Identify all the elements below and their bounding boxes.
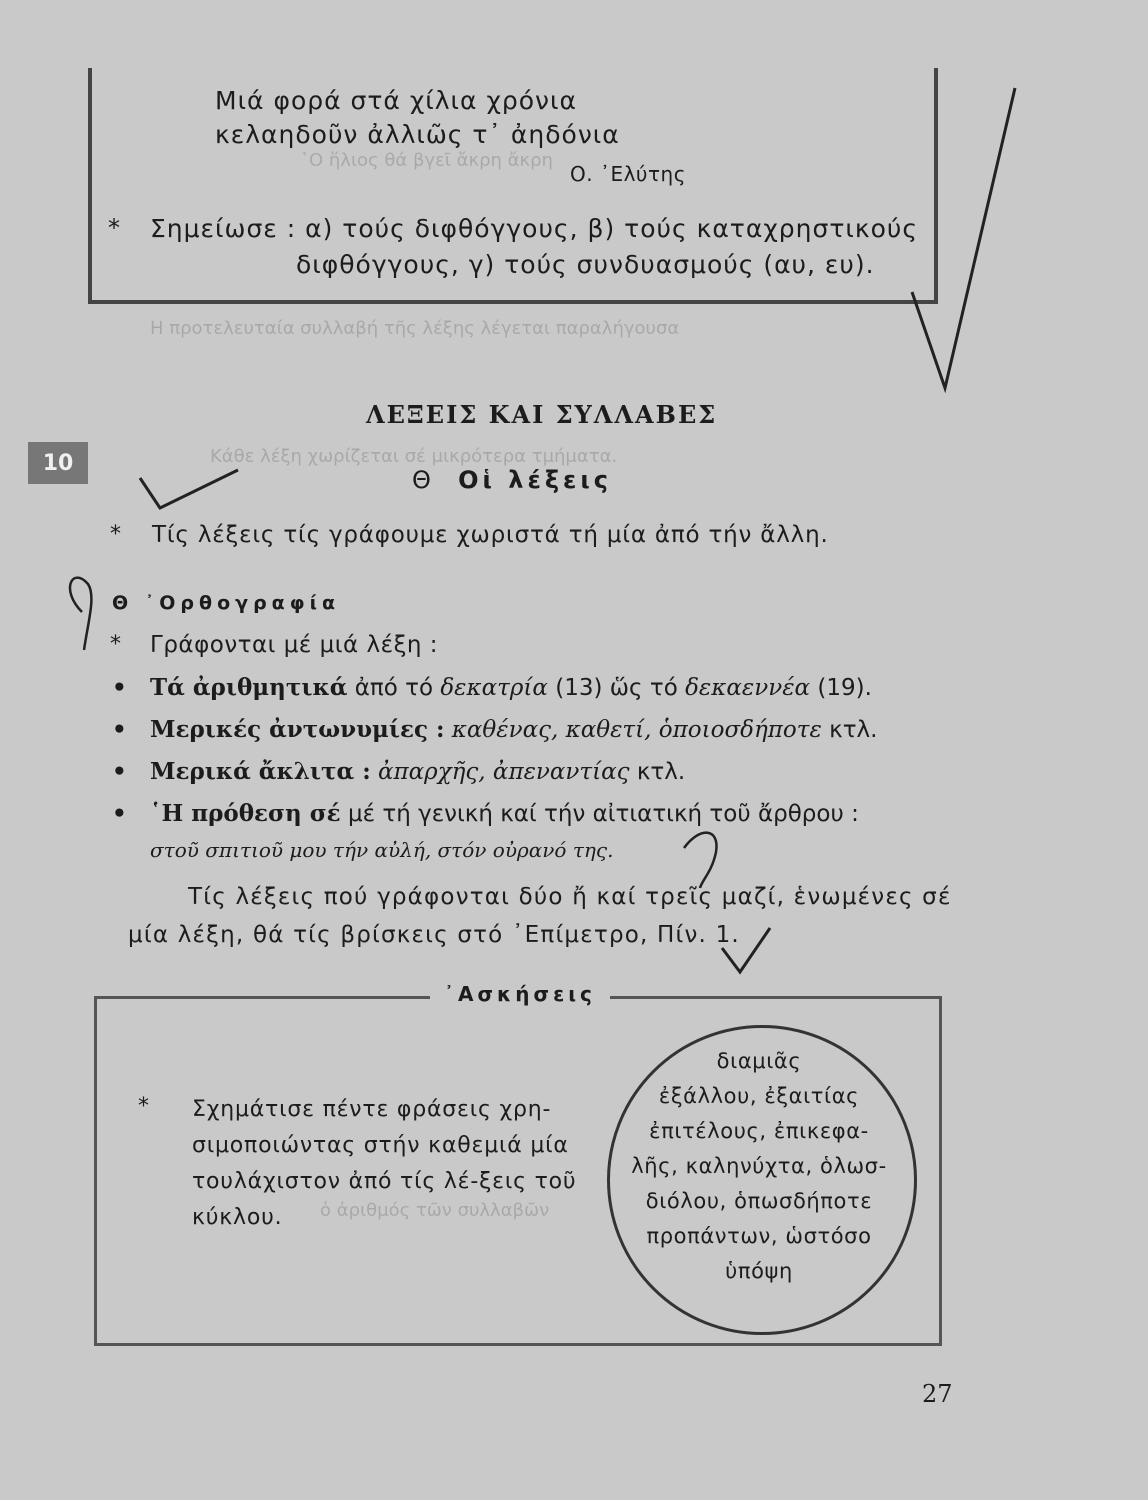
bullet: • [112, 759, 127, 785]
poem-author: Ο. ᾿Ελύτης [570, 162, 686, 186]
item-italic: καθένας, καθετί, ὁποιοσδήποτε [444, 717, 822, 743]
show-through-text: Κάθε λέξη χωρίζεται σέ μικρότερα τμήματα. [210, 446, 618, 467]
item-example: στοῦ σπιτιοῦ μου τήν αὐλή, στόν οὐρανό της. [150, 838, 614, 862]
bullet: • [112, 675, 127, 701]
section-title: ΛΕΞΕΙΣ ΚΑΙ ΣΥΛΛΑΒΕΣ [366, 400, 718, 429]
paragraph-line-1: Τίς λέξεις πού γράφονται δύο ἤ καί τρεῖς μαζί, ἑνωμένες σέ [188, 884, 952, 910]
pen-mark [684, 833, 717, 888]
note-line-1: Σημείωσε : α) τούς διφθόγγους, β) τούς καταχρηστικούς [150, 214, 919, 243]
item-italic: δεκατρία [440, 675, 548, 701]
item-bold: Μερικά ἄκλιτα : [150, 758, 371, 785]
circle-word-line: ἐπιτέλους, ἐπικεφα- [649, 1119, 869, 1143]
paragraph-line-2: μία λέξη, θά τίς βρίσκεις στό ᾿Επίμετρο, Πίν. 1. [128, 922, 740, 948]
item-text: κτλ. [629, 759, 686, 785]
orthography-heading: Θ ᾿Ορθογραφία [112, 592, 341, 614]
chapter-tab: 10 [28, 442, 88, 484]
show-through-text: ῾Ο ἥλιος θά βγεῖ ἄκρη ἄκρη [300, 150, 553, 171]
bullet: • [112, 801, 127, 827]
poem-line-2: κελαηδοῦν ἀλλιῶς τ᾿ ἀηδόνια [215, 120, 620, 149]
circle-word-line: ἐξάλλου, ἐξαιτίας [658, 1084, 860, 1108]
item-text: (13) ὥς τό [547, 675, 686, 701]
checkmark-large [912, 88, 1015, 388]
exercise-asterisk: * [138, 1094, 149, 1119]
show-through-text: ὁ ἀριθμός τῶν συλλαβῶν [320, 1200, 550, 1221]
item-text: μέ τή γενική καί τήν αἰτιατική τοῦ ἄρθρου : [340, 801, 859, 827]
circle-word-line: διόλου, ὁπωσδήποτε [645, 1189, 873, 1213]
note-line-2: διφθόγγους, γ) τούς συνδυασμούς (αυ, ευ). [296, 250, 875, 279]
circle-word-line: διαμιᾶς [716, 1049, 802, 1073]
item-italic: ἀπαρχῆς, ἀπεναντίας [370, 759, 630, 785]
item-text: ἀπό τό [347, 675, 441, 701]
bullet: • [112, 717, 127, 743]
item-bold: ῾Η πρόθεση σέ [150, 800, 341, 827]
show-through-text: Η προτελευταία συλλαβή τῆς λέξης λέγεται παραλήγουσα [150, 318, 680, 339]
checkmark-small [722, 928, 770, 972]
item-bold: Μερικές ἀντωνυμίες : [150, 716, 445, 743]
item-italic: δεκαεννέα [685, 675, 811, 701]
theta-symbol: Θ [412, 466, 435, 494]
exercises-label: ᾿Ασκήσεις [430, 982, 610, 1006]
rule-text: Τίς λέξεις τίς γράφουμε χωριστά τή μία ἀπό τήν ἄλλη. [152, 522, 829, 548]
rule-asterisk: * [110, 522, 121, 547]
circle-word-line: προπάντων, ὡστόσο [646, 1224, 872, 1248]
checkmark-small [140, 470, 238, 508]
poem-line-1: Μιά φορά στά χίλια χρόνια [215, 86, 577, 115]
subtitle-text: Οἱ λέξεις [458, 466, 612, 494]
circle-word-line: ὑπόψη [725, 1259, 793, 1283]
orthography-intro: Γράφονται μέ μιά λέξη : [150, 632, 439, 658]
orthography-asterisk: * [110, 632, 121, 657]
exercise-text: Σχημάτισε πέντε φράσεις χρη-σιμοποιώντας στήν καθεμιά μία τουλάχιστον ἀπό τίς λέ-ξεις τοῦ κύκλου. [192, 1097, 577, 1230]
item-text: (19). [810, 675, 872, 701]
pen-mark [70, 578, 91, 650]
item-text: κτλ. [821, 717, 878, 743]
note-asterisk: * [108, 214, 120, 242]
item-bold: Τά ἀριθμητικά [150, 674, 348, 701]
page-number: 27 [922, 1380, 953, 1408]
circle-word-line: λῆς, καληνύχτα, ὁλωσ- [631, 1154, 887, 1178]
